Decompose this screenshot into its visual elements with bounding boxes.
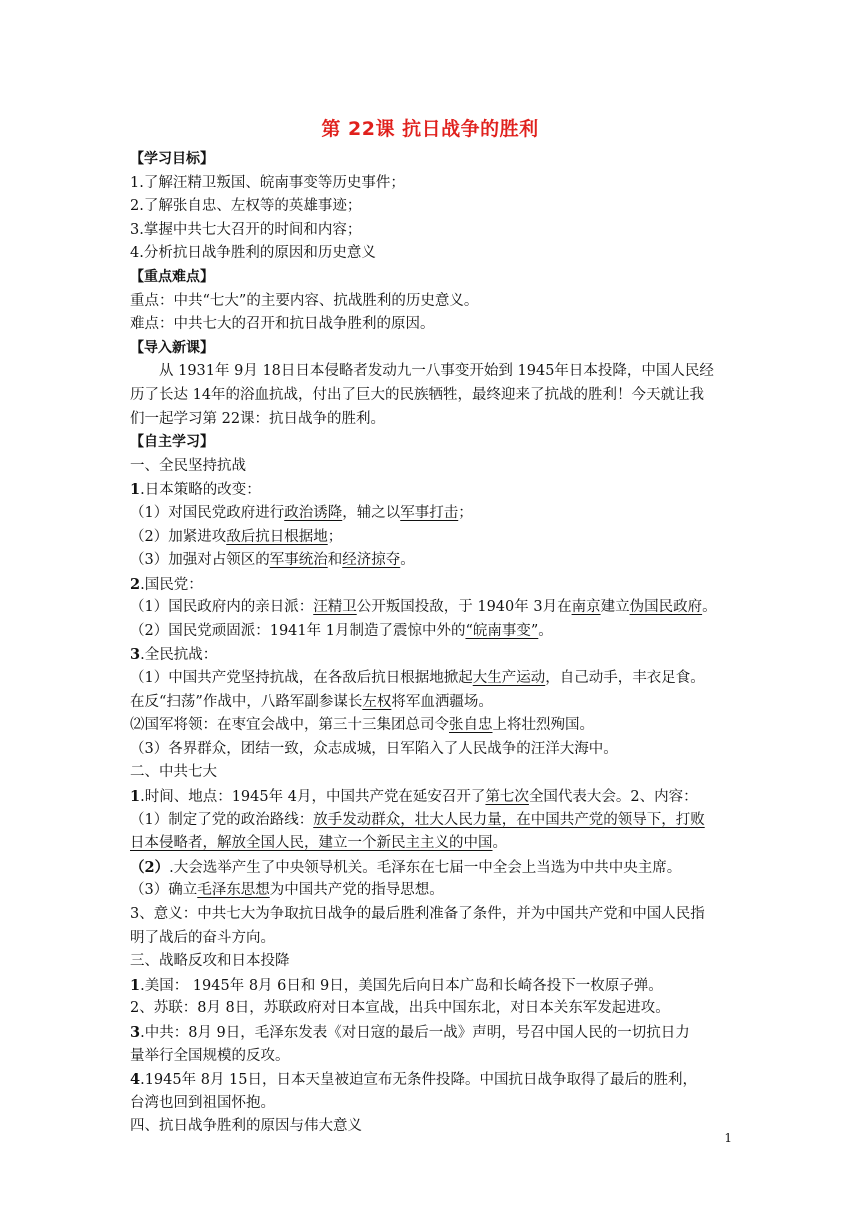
goals-heading: 【学习目标】 — [130, 151, 214, 167]
underlined-answer: 南京 — [571, 599, 601, 616]
section-title: 二、中共七大 — [130, 764, 217, 781]
point-number: 1 — [130, 788, 141, 806]
goal-item: 4.分析抗日战争胜利的原因和历史意义 — [130, 245, 376, 262]
page-number: 1 — [724, 1131, 732, 1145]
text-line — [130, 714, 730, 738]
section-title: 四、抗日战争胜利的原因与伟大意义 — [130, 1118, 362, 1135]
text-line — [130, 502, 730, 526]
text: 。 — [400, 552, 415, 569]
text: 在反“扫荡”作战中，八路军副参谋长 — [130, 693, 363, 710]
underlined-answer: 敌后抗日根据地 — [226, 528, 328, 545]
page-title: 第 22课 抗日战争的胜利 — [321, 118, 539, 140]
text: 和 — [327, 552, 343, 569]
text: （1）中国共产党坚持抗战，在各敌后抗日根据地掀起 — [130, 670, 473, 687]
text: （1）国民政府内的亲日派： — [130, 599, 314, 616]
point-number: （2） — [130, 858, 170, 876]
intro-line: 历了长达 14年的浴血抗战，付出了巨大的民族牺牲，最终迎来了抗战的胜利！今天就让我 — [130, 386, 705, 403]
text: （2）国民党顽固派：1941年 1月制造了震惊中外的 — [130, 622, 466, 639]
text-line — [130, 1068, 730, 1092]
goal-item: 2.了解张自忠、左权等的英雄事迹； — [130, 198, 362, 215]
text-line — [130, 620, 730, 644]
key-heading: 【重点难点】 — [130, 268, 214, 285]
text: .1945年 8月 15日，日本天皇被迫宣布无条件投降。中国抗日战争取得了最后的胜利， — [140, 1072, 697, 1089]
text: ，自己动手，丰衣足食。 — [545, 670, 705, 687]
text: ； — [327, 528, 343, 545]
text: .美国： 1945年 8月 6日和 9日，美国先后向日本广岛和长崎各投下一枚原子弹。 — [140, 977, 663, 994]
text: .中共：8月 9日，毛泽东发表《对日寇的最后一战》声明，号召中国人民的一切抗日力 — [140, 1024, 690, 1041]
text: （3）加强对占领区的 — [130, 552, 270, 569]
key-focus: 重点：中共“七大”的主要内容、抗战胜利的历史意义。 — [130, 292, 479, 309]
underlined-answer: 大生产运动 — [472, 670, 546, 687]
point-number: 2 — [130, 575, 141, 593]
section-title: 一、全民坚持抗战 — [130, 457, 246, 474]
text: 为中国共产党的指导思想。 — [269, 882, 444, 899]
text-line: （3）各界群众，团结一致，众志成城，日军陷入了人民战争的汪洋大海中。 — [130, 740, 618, 757]
text-line: 3、意义：中共七大为争取抗日战争的最后胜利准备了条件，并为中国共产党和中国人民指 — [130, 906, 705, 922]
text-line — [130, 879, 730, 903]
underlined-answer: 左权 — [362, 693, 392, 710]
text: ⑵国军将领：在枣宜会战中，第三十三集团总司令 — [130, 717, 449, 734]
study-heading: 【自主学习】 — [130, 434, 214, 451]
document-body — [130, 148, 730, 1139]
underlined-answer: 放手发动群众，壮大人民力量，在中国共产党的领导下，打败 — [313, 811, 705, 828]
point-text: .国民党： — [140, 576, 203, 593]
underlined-answer: 汪精卫 — [313, 599, 357, 616]
underlined-answer: 伪国民政府 — [629, 599, 703, 616]
text: 建立 — [600, 599, 630, 616]
text-line — [130, 667, 730, 691]
text: .时间、地点：1945年 4月，中国共产党在延安召开了 — [140, 789, 486, 806]
point-number: 3 — [130, 646, 141, 664]
point-heading — [130, 573, 730, 597]
text: 。 — [492, 835, 507, 852]
goal-item: 1.了解汪精卫叛国、皖南事变等历史事件； — [130, 174, 405, 191]
point-heading — [130, 478, 730, 502]
underlined-answer: 毛泽东思想 — [197, 882, 270, 899]
text: （2）加紧进攻 — [130, 528, 227, 545]
text: ； — [458, 504, 473, 521]
text-line — [130, 809, 730, 833]
text: 上将壮烈殉国。 — [492, 717, 594, 734]
intro-line: 们一起学习第 22课：抗日战争的胜利。 — [130, 410, 386, 427]
text-line — [130, 549, 730, 573]
underlined-answer: “皖南事变” — [465, 622, 539, 639]
text: .大会选举产生了中央领导机关。毛泽东在七届一中全会上当选为中共中央主席。 — [169, 859, 682, 876]
text: 全国代表大会。2、内容： — [528, 789, 698, 806]
key-difficulty: 难点：中共七大的召开和抗日战争胜利的原因。 — [130, 316, 435, 333]
text-line — [130, 974, 730, 998]
text-line — [130, 1021, 730, 1045]
text: 。 — [538, 622, 553, 639]
underlined-answer: 政治诱降 — [284, 504, 343, 521]
point-number: 1 — [130, 976, 141, 994]
text-line — [130, 691, 730, 715]
point-heading — [130, 643, 730, 667]
goal-item: 3.掌握中共七大召开的时间和内容； — [130, 221, 362, 238]
text-line — [130, 785, 730, 809]
section-title: 三、战略反攻和日本投降 — [130, 953, 290, 970]
point-number: 1 — [130, 481, 141, 499]
text-line — [130, 526, 730, 550]
text: 。 — [702, 599, 717, 616]
text-line — [130, 596, 730, 620]
text-line — [130, 856, 730, 880]
point-number: 3 — [130, 1023, 141, 1041]
text-line: 明了战后的奋斗方向。 — [130, 929, 275, 946]
text: （3）确立 — [130, 882, 198, 899]
text-line: 台湾也回到祖国怀抱。 — [130, 1094, 275, 1111]
intro-line: 从 1931年 9月 18日日本侵略者发动九一八事变开始到 1945年日本投降，中国人民经 — [159, 363, 714, 380]
underlined-answer: 日本侵略者，解放全国人民，建立一个新民主主义的中国 — [130, 835, 493, 852]
text-line — [130, 832, 730, 856]
point-number: 4 — [130, 1071, 141, 1089]
underlined-answer: 经济掠夺 — [342, 552, 401, 569]
underlined-answer: 军事打击 — [400, 504, 459, 521]
text: ，辅之以 — [342, 504, 401, 521]
underlined-answer: 第七次 — [485, 789, 529, 806]
intro-heading: 【导入新课】 — [130, 339, 214, 356]
point-text: .日本策略的改变： — [140, 482, 261, 499]
text: （1）制定了党的政治路线： — [130, 811, 314, 828]
underlined-answer: 军事统治 — [269, 552, 328, 569]
text: （1）对国民党政府进行 — [130, 504, 285, 521]
text-line: 2、苏联：8月 8日，苏联政府对日本宣战，出兵中国东北，对日本关东军发起进攻。 — [130, 1000, 670, 1017]
underlined-answer: 张自忠 — [449, 717, 493, 734]
text-line: 量举行全国规模的反攻。 — [130, 1047, 290, 1064]
text: 将军血洒疆场。 — [391, 693, 493, 710]
point-text: .全民抗战： — [140, 647, 218, 664]
text: 公开叛国投敌，于 1940年 3月在 — [356, 599, 572, 616]
